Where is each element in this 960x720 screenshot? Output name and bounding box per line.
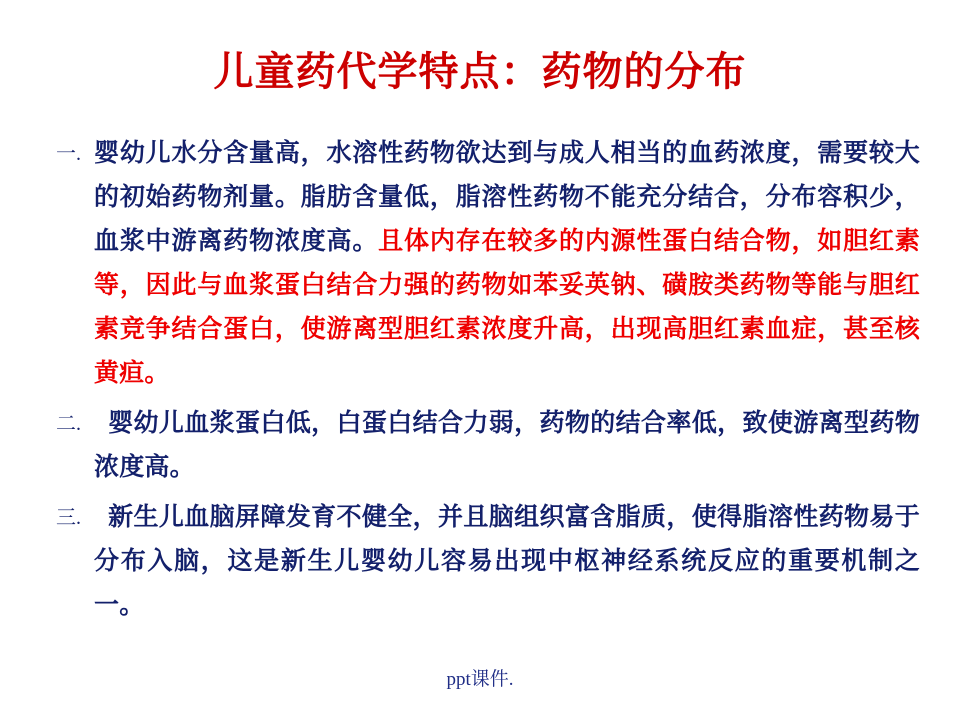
list-marker: 二. <box>56 413 81 435</box>
list-item-text-highlight: 且体内存在较多的内源性蛋白结合物，如胆红素等，因此与血浆蛋白结合力强的药物如苯妥英钠、磺胺类药物等能与胆红素竞争结合蛋白，使游离型胆红素浓度升高，出现高胆红素血症，甚至核黄疸。 <box>94 228 920 387</box>
slide-title: 儿童药代学特点：药物的分布 <box>213 49 747 94</box>
slide-body <box>48 132 920 634</box>
list-item-text <box>94 132 920 396</box>
list-item-text-normal: 婴幼儿血浆蛋白低，白蛋白结合力弱，药物的结合率低，致使游离型药物浓度高。 <box>94 410 920 481</box>
list-item-text-normal: 婴幼儿水分含量高，水溶性药物欲达到与成人相当的血药浓度，需要较大的初始药物剂量。脂肪含量低，脂溶性药物不能充分结合，分布容积少，血浆中游离药物浓度高。 <box>94 140 920 255</box>
slide-footer: ppt课件. <box>446 669 514 690</box>
list-item-text-normal: 新生儿血脑屏障发育不健全，并且脑组织富含脂质，使得脂溶性药物易于分布入脑，这是新生儿婴幼儿容易出现中枢神经系统反应的重要机制之一。 <box>94 504 920 619</box>
list-item-text <box>94 496 920 628</box>
list-item <box>48 132 920 396</box>
list-item <box>48 402 920 490</box>
list-item-text <box>94 402 920 490</box>
list-marker: 一. <box>56 143 81 165</box>
list-item <box>48 496 920 628</box>
list-marker: 三. <box>56 507 81 529</box>
